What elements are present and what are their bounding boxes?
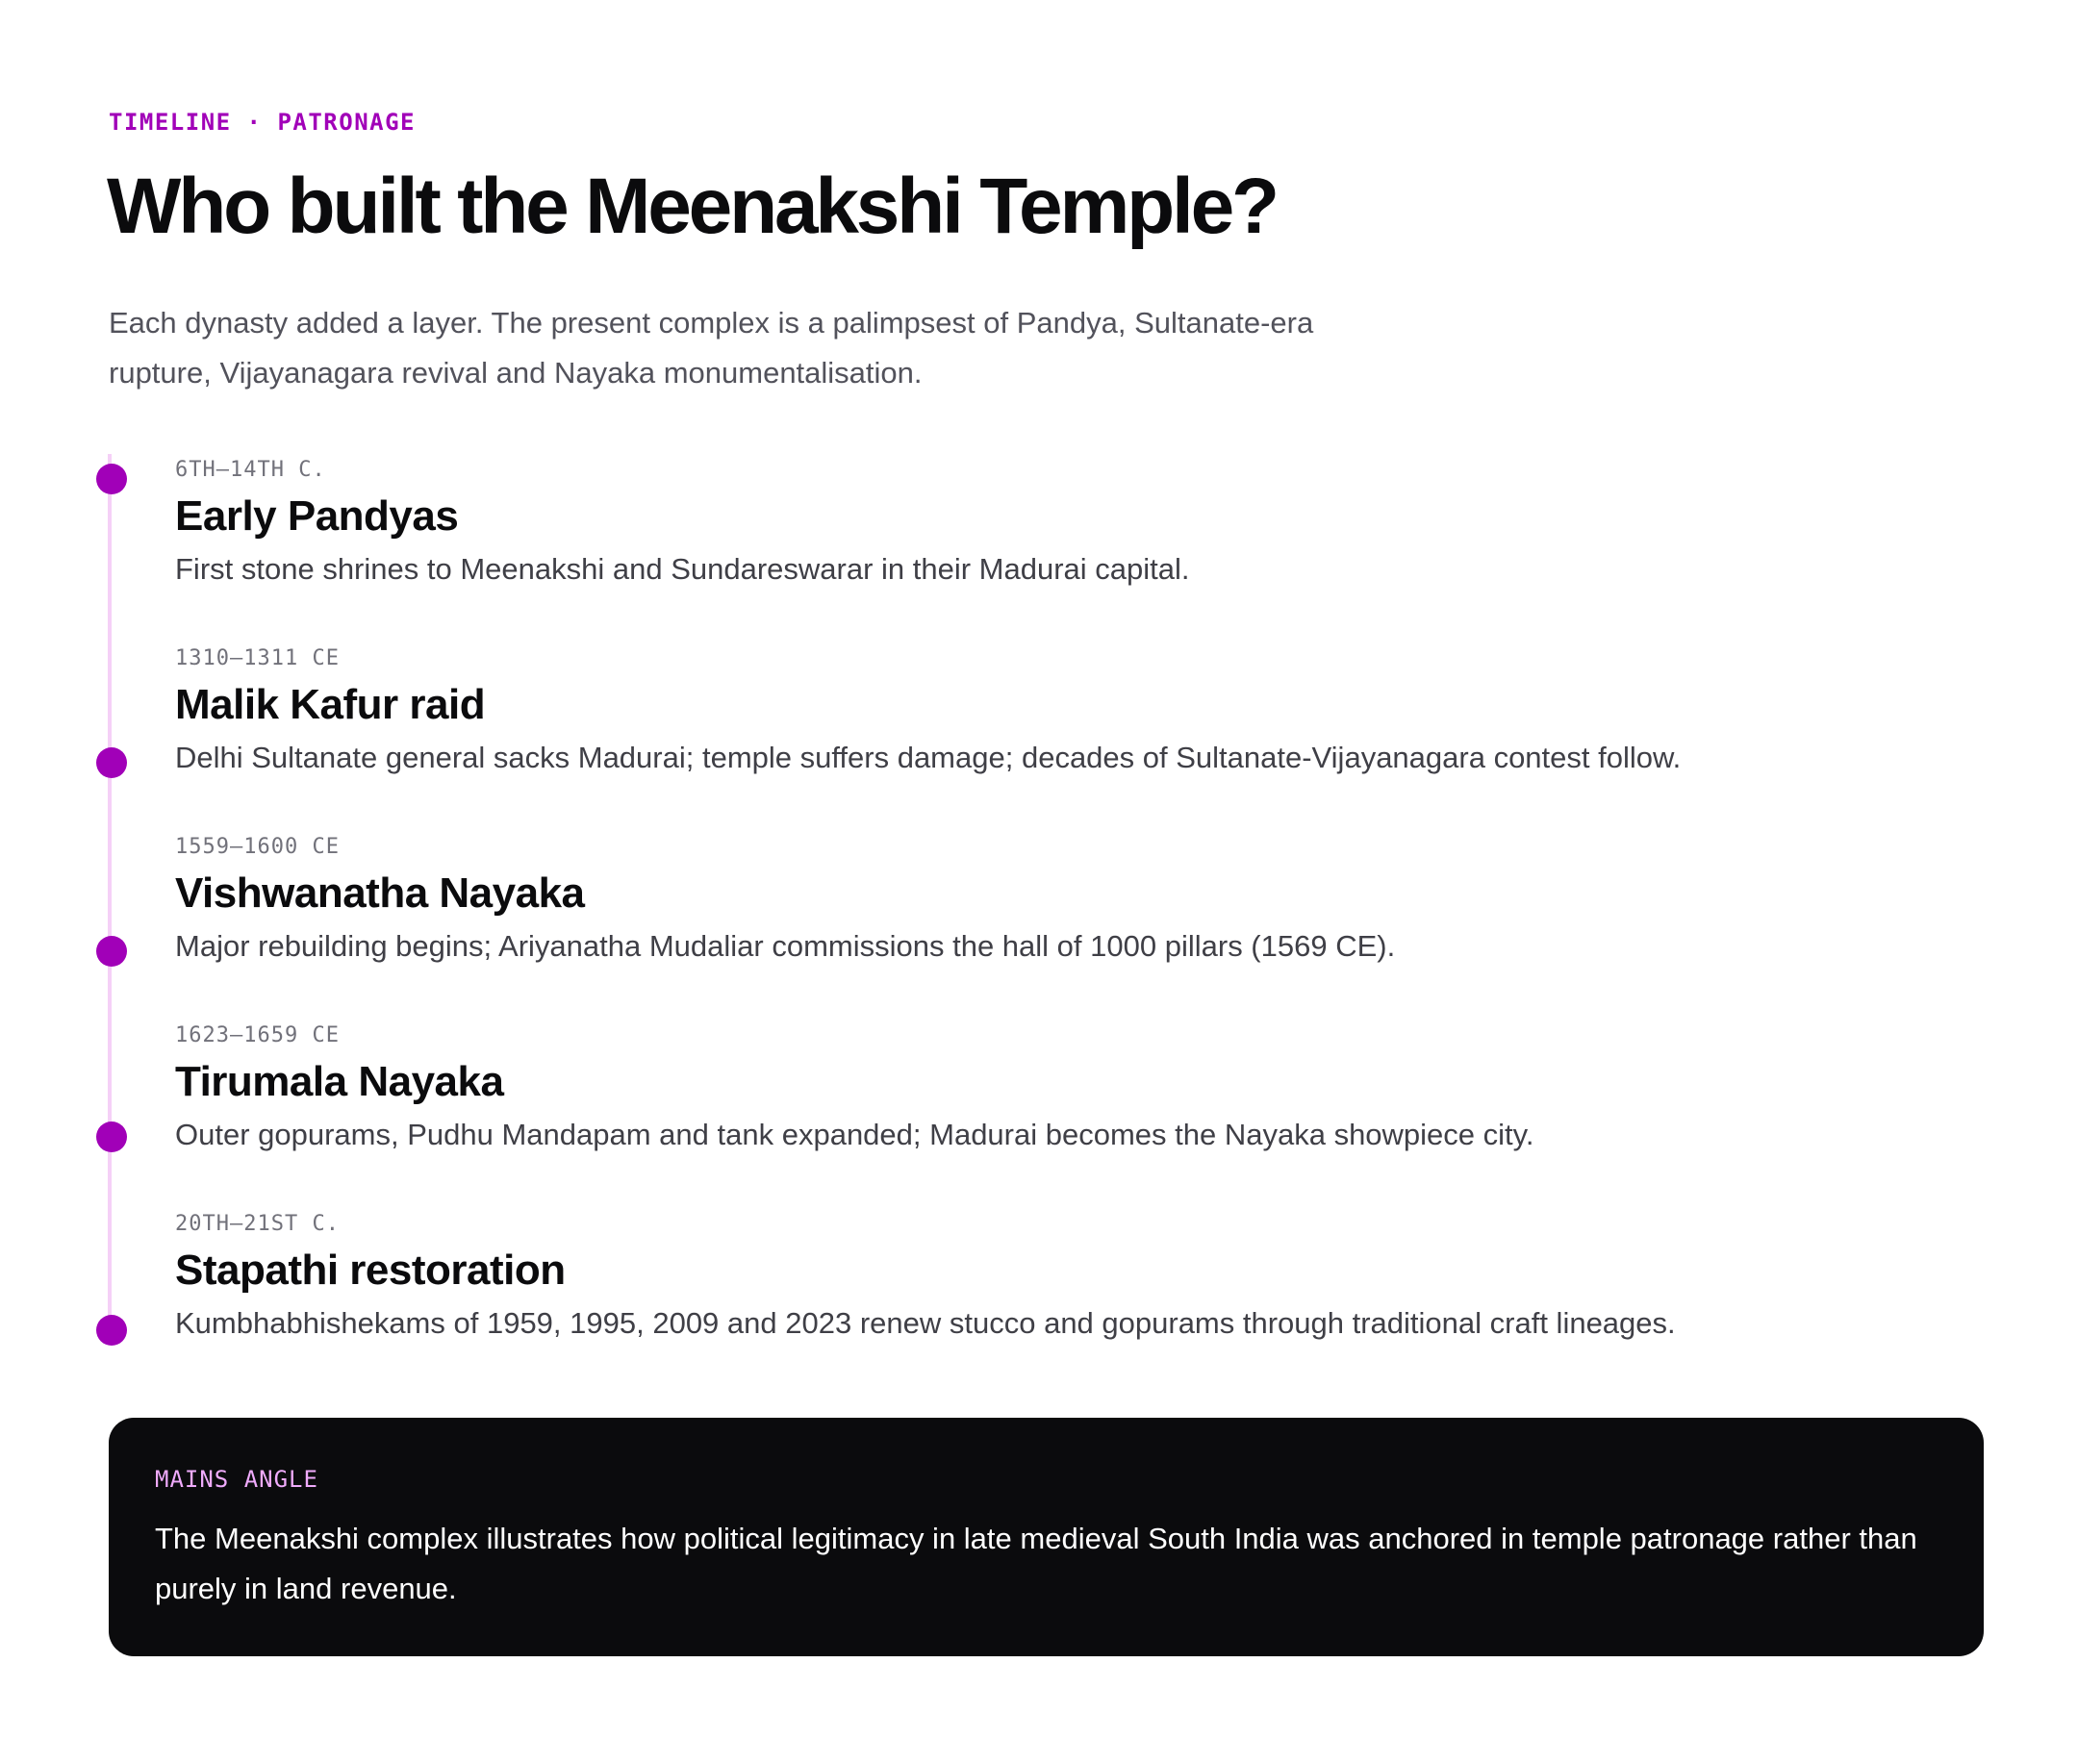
timeline-dot-icon <box>96 1121 127 1152</box>
eyebrow-label: TIMELINE · PATRONAGE <box>109 109 416 136</box>
timeline-dot-icon <box>96 1315 127 1346</box>
timeline <box>109 454 1985 1348</box>
callout-label: MAINS ANGLE <box>155 1466 318 1493</box>
timeline-item-body: Outer gopurams, Pudhu Mandapam and tank expanded; Madurai becomes the Nayaka showpiece city. <box>175 1118 1534 1151</box>
timeline-item-title: Stapathi restoration <box>175 1247 566 1294</box>
timeline-item-title: Malik Kafur raid <box>175 681 486 728</box>
timeline-item <box>175 1022 1984 1155</box>
timeline-dot-icon <box>96 747 127 778</box>
timeline-item-title: Vishwanatha Nayaka <box>175 869 585 917</box>
page-title: Who built the Meenakshi Temple? <box>107 163 1277 250</box>
intro-paragraph: Each dynasty added a layer. The present complex is a palimpsest of Pandya, Sultanate-era rupture, Vijayanagara revival and Nayaka monumentalisation. <box>109 306 1314 390</box>
timeline-dot-icon <box>96 464 127 494</box>
timeline-item-date: 6TH–14TH C. <box>175 458 326 482</box>
timeline-item-title: Tirumala Nayaka <box>175 1058 504 1105</box>
timeline-item <box>175 834 1984 967</box>
timeline-item-body: Delhi Sultanate general sacks Madurai; temple suffers damage; decades of Sultanate-Vijayanagara contest follow. <box>175 741 1682 774</box>
timeline-item-body: Major rebuilding begins; Ariyanatha Mudaliar commissions the hall of 1000 pillars (1569 CE). <box>175 929 1396 963</box>
timeline-item <box>175 1211 1984 1344</box>
timeline-rail <box>108 454 112 1339</box>
timeline-item-date: 1310–1311 CE <box>175 646 340 670</box>
timeline-dot-icon <box>96 936 127 967</box>
mains-angle-callout <box>109 1418 1984 1656</box>
timeline-item-date: 1559–1600 CE <box>175 835 340 859</box>
timeline-item-date: 1623–1659 CE <box>175 1023 340 1047</box>
timeline-item-title: Early Pandyas <box>175 492 459 540</box>
timeline-item-body: First stone shrines to Meenakshi and Sundareswarar in their Madurai capital. <box>175 552 1190 586</box>
timeline-item-body: Kumbhabhishekams of 1959, 1995, 2009 and 2023 renew stucco and gopurams through traditional craft lineages. <box>175 1306 1676 1340</box>
timeline-item <box>175 645 1984 778</box>
timeline-item <box>175 457 1984 590</box>
callout-text: The Meenakshi complex illustrates how political legitimacy in late medieval South India was anchored in temple patronage rather than purely in land revenue. <box>155 1522 1917 1605</box>
timeline-item-date: 20TH–21ST C. <box>175 1212 340 1236</box>
